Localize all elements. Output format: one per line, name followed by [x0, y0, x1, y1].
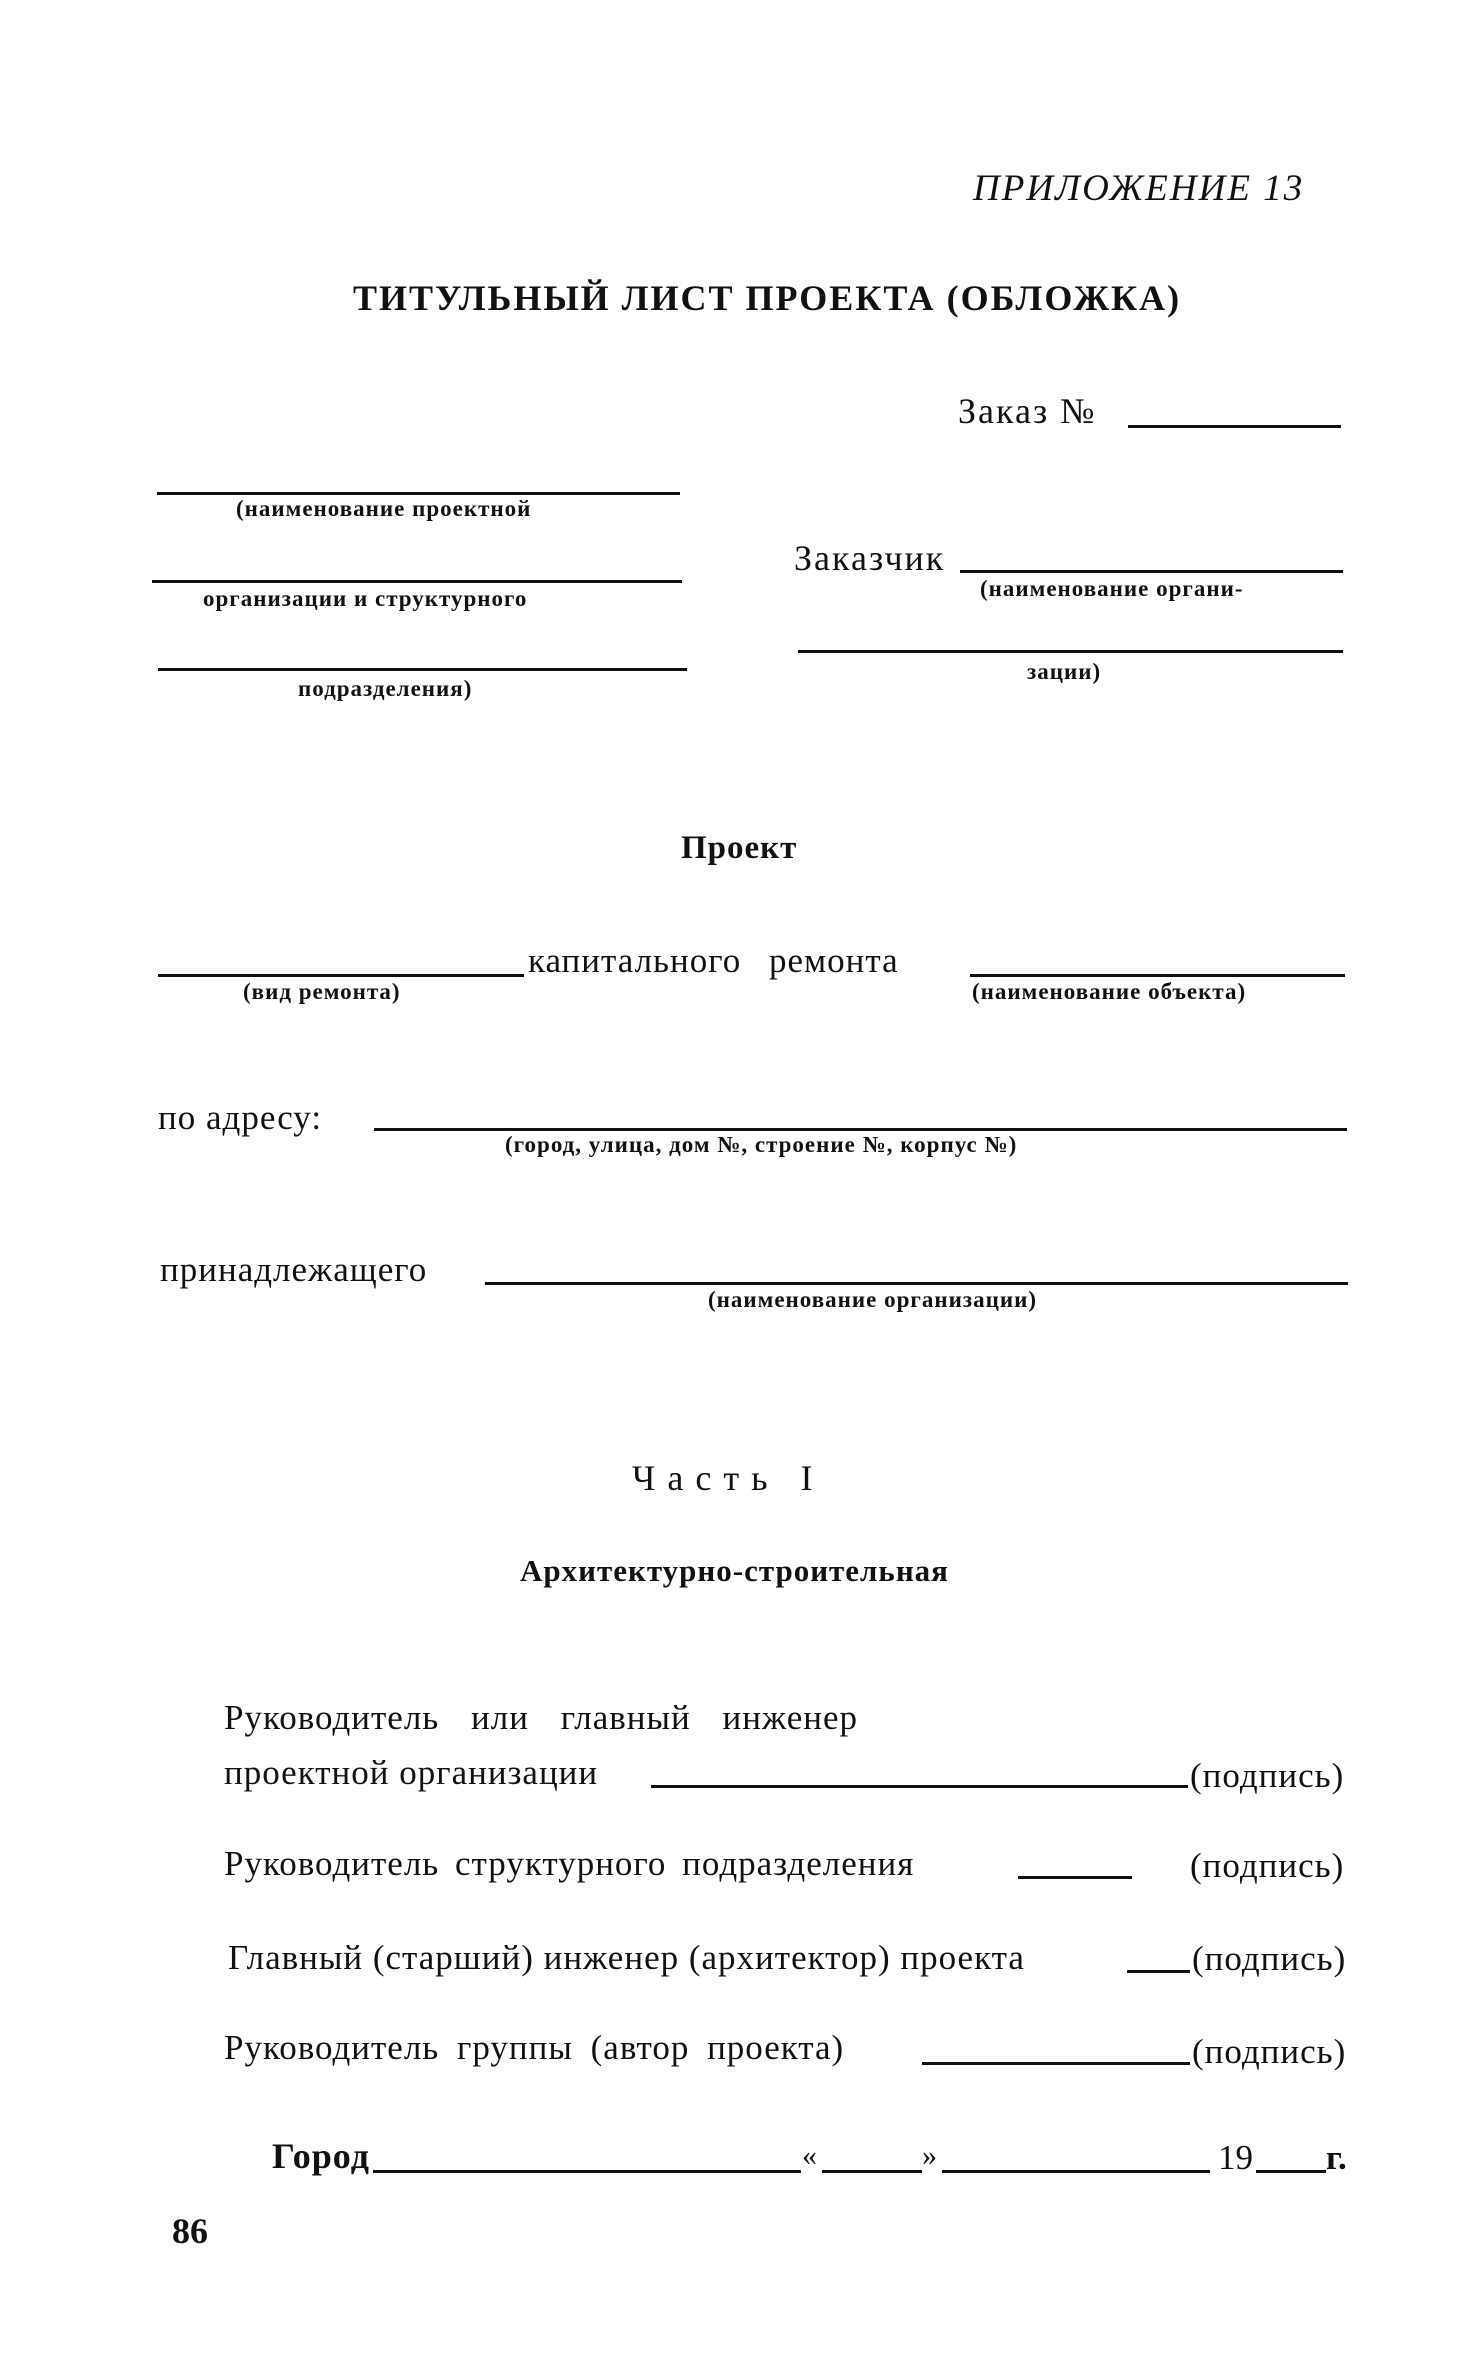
organization-caption-2: организации и структурного: [203, 586, 528, 611]
object-name-line[interactable]: [970, 974, 1345, 977]
city-label: Город: [272, 2136, 370, 2176]
page-title: ТИТУЛЬНЫЙ ЛИСТ ПРОЕКТА (ОБЛОЖКА): [353, 278, 1182, 318]
day-quote-close: »: [922, 2139, 937, 2172]
chief-engineer-sign-word: (подпись): [1192, 1939, 1347, 1978]
chief-label-2: проектной организации: [224, 1753, 599, 1792]
year-line[interactable]: [1256, 2170, 1326, 2173]
chief-label-1: Руководитель или главный инженер: [224, 1698, 859, 1737]
year-prefix: 19: [1218, 2138, 1253, 2177]
part-number: Часть I: [632, 1458, 825, 1498]
year-suffix: г.: [1326, 2138, 1347, 2177]
chief-signature-line[interactable]: [651, 1785, 1188, 1788]
repair-type-caption: (вид ремонта): [243, 979, 401, 1004]
group-head-label: Руководитель группы (автор проекта): [224, 2028, 845, 2067]
address-caption: (город, улица, дом №, строение №, корпус №): [505, 1132, 1018, 1157]
organization-caption-1: (наименование проектной: [236, 496, 532, 521]
customer-caption-2: зации): [1027, 659, 1102, 684]
customer-line-2[interactable]: [798, 650, 1343, 653]
organization-caption-3: подразделения): [298, 676, 473, 701]
organization-line-2[interactable]: [152, 580, 682, 583]
division-head-sign-word: (подпись): [1190, 1846, 1345, 1885]
page-number: 86: [172, 2211, 208, 2251]
month-line[interactable]: [942, 2170, 1210, 2173]
division-head-label: Руководитель структурного подразделения: [224, 1844, 915, 1883]
customer-caption-1: (наименование органи-: [980, 576, 1244, 601]
owner-caption: (наименование организации): [708, 1287, 1037, 1312]
order-number-line[interactable]: [1128, 425, 1341, 428]
group-head-sign-word: (подпись): [1192, 2032, 1347, 2071]
owner-line[interactable]: [485, 1282, 1348, 1285]
chief-engineer-label: Главный (старший) инженер (архитектор) проекта: [228, 1938, 1025, 1977]
address-line[interactable]: [374, 1128, 1347, 1131]
day-line[interactable]: [822, 2170, 922, 2173]
repair-text: капитального ремонта: [528, 941, 899, 980]
customer-line-1[interactable]: [960, 570, 1343, 573]
organization-line-1[interactable]: [157, 492, 680, 495]
object-caption: (наименование объекта): [972, 979, 1247, 1004]
organization-line-3[interactable]: [158, 668, 687, 671]
chief-engineer-signature-line[interactable]: [1127, 1970, 1190, 1973]
city-line[interactable]: [373, 2170, 801, 2173]
project-heading: Проект: [681, 830, 798, 866]
chief-sign-word: (подпись): [1190, 1756, 1345, 1795]
part-name: Архитектурно-строительная: [520, 1553, 949, 1588]
repair-type-line[interactable]: [158, 974, 524, 977]
customer-label: Заказчик: [794, 538, 946, 578]
day-quote-open: «: [802, 2139, 817, 2172]
group-head-signature-line[interactable]: [922, 2062, 1190, 2065]
address-label: по адресу:: [158, 1098, 323, 1137]
appendix-label: ПРИЛОЖЕНИЕ 13: [973, 168, 1305, 209]
owner-label: принадлежащего: [160, 1250, 428, 1289]
division-head-signature-line[interactable]: [1018, 1876, 1132, 1879]
order-label: Заказ №: [958, 391, 1097, 431]
